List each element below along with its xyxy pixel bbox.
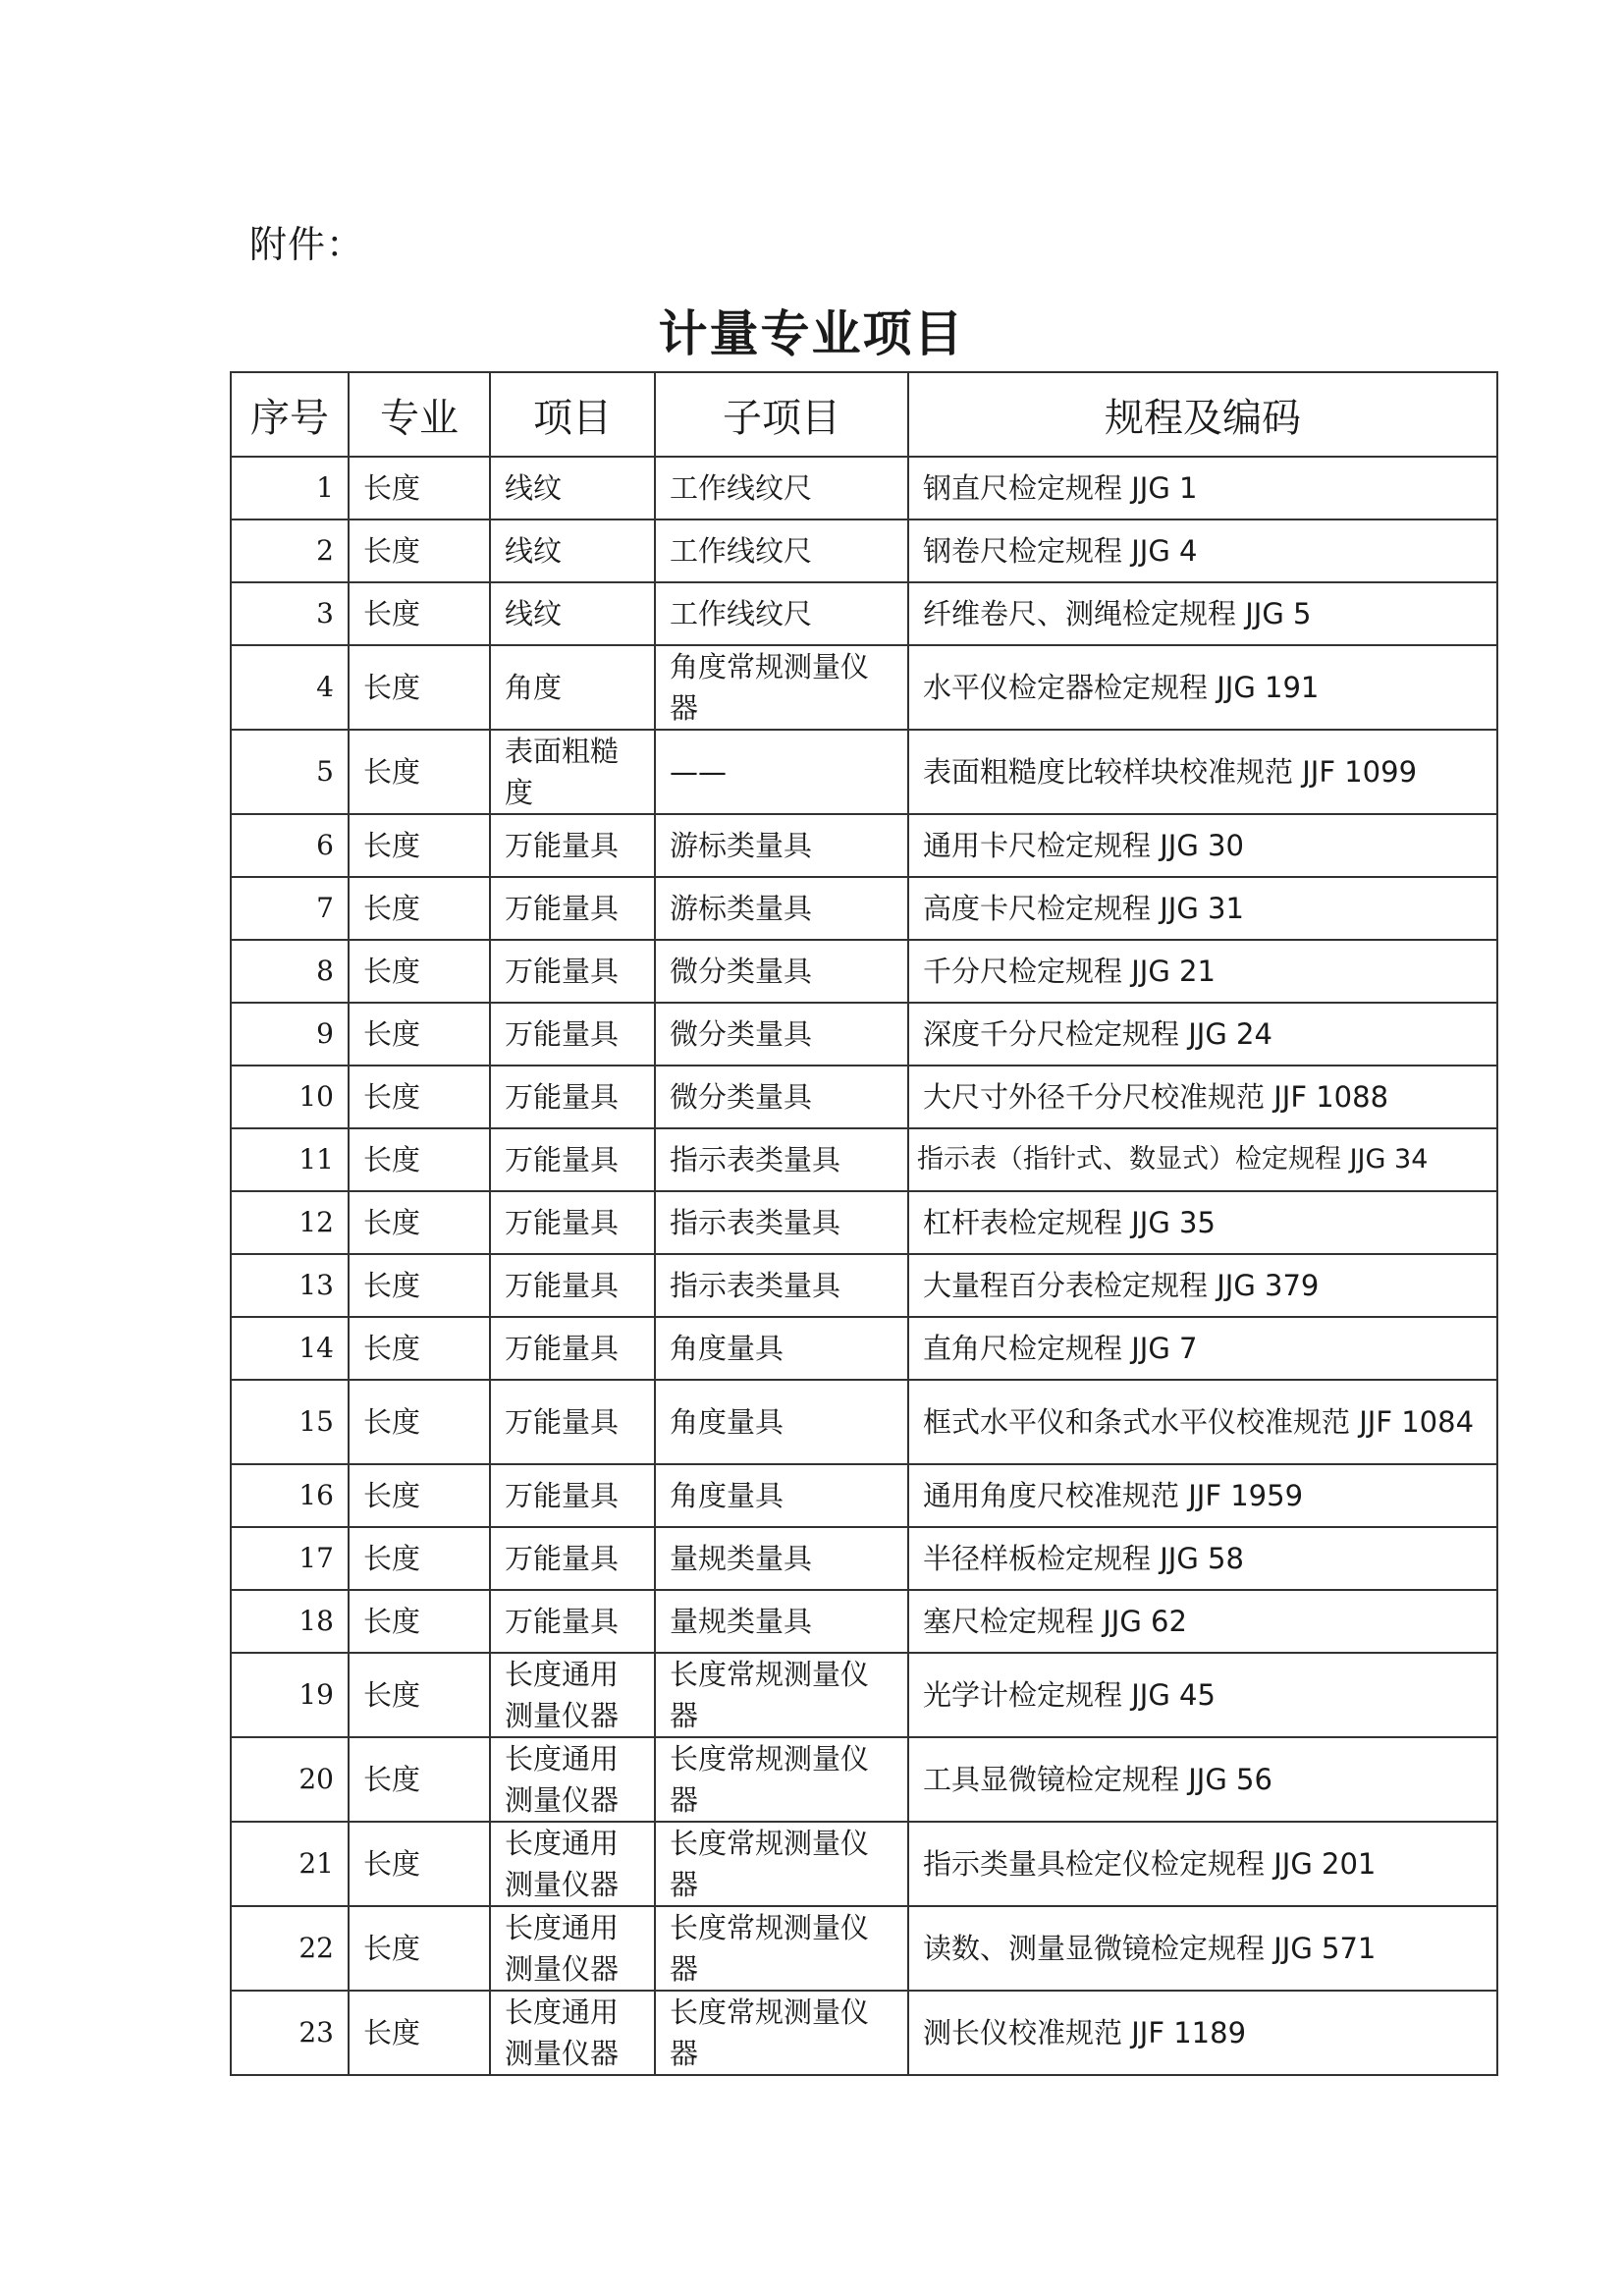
table-row bbox=[231, 645, 1497, 730]
cell-major: 长度 bbox=[349, 1380, 490, 1464]
cell-spec: 深度千分尺检定规程 JJG 24 bbox=[908, 1003, 1497, 1066]
cell-spec: 大量程百分表检定规程 JJG 379 bbox=[908, 1254, 1497, 1317]
cell-subitem: 微分类量具 bbox=[655, 1066, 908, 1128]
cell-spec: 钢卷尺检定规程 JJG 4 bbox=[908, 519, 1497, 582]
cell-subitem: 微分类量具 bbox=[655, 940, 908, 1003]
cell-item: 万能量具 bbox=[490, 1003, 655, 1066]
cell-subitem: 工作线纹尺 bbox=[655, 519, 908, 582]
cell-subitem: 指示表类量具 bbox=[655, 1191, 908, 1254]
cell-major: 长度 bbox=[349, 1822, 490, 1906]
cell-spec: 高度卡尺检定规程 JJG 31 bbox=[908, 877, 1497, 940]
cell-subitem: 工作线纹尺 bbox=[655, 582, 908, 645]
cell-item: 万能量具 bbox=[490, 1128, 655, 1191]
cell-item: 线纹 bbox=[490, 582, 655, 645]
header-spec: 规程及编码 bbox=[908, 372, 1497, 457]
cell-seq: 19 bbox=[231, 1653, 349, 1737]
cell-spec: 半径样板检定规程 JJG 58 bbox=[908, 1527, 1497, 1590]
cell-major: 长度 bbox=[349, 1653, 490, 1737]
cell-spec: 光学计检定规程 JJG 45 bbox=[908, 1653, 1497, 1737]
cell-spec: 纤维卷尺、测绳检定规程 JJG 5 bbox=[908, 582, 1497, 645]
cell-item: 万能量具 bbox=[490, 940, 655, 1003]
cell-subitem: 角度量具 bbox=[655, 1464, 908, 1527]
cell-major: 长度 bbox=[349, 814, 490, 877]
cell-subitem: 角度量具 bbox=[655, 1317, 908, 1380]
header-major: 专业 bbox=[349, 372, 490, 457]
cell-subitem: 量规类量具 bbox=[655, 1527, 908, 1590]
cell-spec: 塞尺检定规程 JJG 62 bbox=[908, 1590, 1497, 1653]
cell-seq: 1 bbox=[231, 457, 349, 519]
cell-spec: 杠杆表检定规程 JJG 35 bbox=[908, 1191, 1497, 1254]
cell-item: 长度通用测量仪器 bbox=[490, 1737, 655, 1822]
cell-seq: 6 bbox=[231, 814, 349, 877]
cell-subitem: 长度常规测量仪器 bbox=[655, 1737, 908, 1822]
cell-item: 线纹 bbox=[490, 457, 655, 519]
cell-item: 万能量具 bbox=[490, 1066, 655, 1128]
cell-item: 万能量具 bbox=[490, 1380, 655, 1464]
cell-item: 长度通用测量仪器 bbox=[490, 1822, 655, 1906]
cell-major: 长度 bbox=[349, 457, 490, 519]
cell-item: 万能量具 bbox=[490, 1254, 655, 1317]
cell-seq: 17 bbox=[231, 1527, 349, 1590]
cell-subitem: 长度常规测量仪器 bbox=[655, 1906, 908, 1991]
cell-major: 长度 bbox=[349, 1906, 490, 1991]
table-row bbox=[231, 1464, 1497, 1527]
cell-spec: 读数、测量显微镜检定规程 JJG 571 bbox=[908, 1906, 1497, 1991]
table-row bbox=[231, 1737, 1497, 1822]
cell-spec: 大尺寸外径千分尺校准规范 JJF 1088 bbox=[908, 1066, 1497, 1128]
cell-major: 长度 bbox=[349, 730, 490, 814]
table-row bbox=[231, 1653, 1497, 1737]
cell-item: 角度 bbox=[490, 645, 655, 730]
cell-spec: 框式水平仪和条式水平仪校准规范 JJF 1084 bbox=[908, 1380, 1497, 1464]
table-row bbox=[231, 1066, 1497, 1128]
cell-spec: 工具显微镜检定规程 JJG 56 bbox=[908, 1737, 1497, 1822]
cell-item: 万能量具 bbox=[490, 1191, 655, 1254]
cell-major: 长度 bbox=[349, 1128, 490, 1191]
page-title: 计量专业项目 bbox=[658, 305, 965, 362]
cell-seq: 9 bbox=[231, 1003, 349, 1066]
table-row bbox=[231, 1527, 1497, 1590]
cell-spec: 通用角度尺校准规范 JJF 1959 bbox=[908, 1464, 1497, 1527]
table-row bbox=[231, 1191, 1497, 1254]
cell-seq: 21 bbox=[231, 1822, 349, 1906]
table-row bbox=[231, 1317, 1497, 1380]
cell-seq: 22 bbox=[231, 1906, 349, 1991]
header-subitem: 子项目 bbox=[655, 372, 908, 457]
cell-major: 长度 bbox=[349, 1191, 490, 1254]
cell-major: 长度 bbox=[349, 940, 490, 1003]
cell-major: 长度 bbox=[349, 1317, 490, 1380]
cell-major: 长度 bbox=[349, 1066, 490, 1128]
cell-subitem: 指示表类量具 bbox=[655, 1128, 908, 1191]
cell-subitem: 游标类量具 bbox=[655, 814, 908, 877]
table-row bbox=[231, 1380, 1497, 1464]
cell-item: 万能量具 bbox=[490, 814, 655, 877]
cell-seq: 2 bbox=[231, 519, 349, 582]
cell-item: 万能量具 bbox=[490, 1317, 655, 1380]
cell-subitem: 微分类量具 bbox=[655, 1003, 908, 1066]
cell-subitem: 工作线纹尺 bbox=[655, 457, 908, 519]
cell-item: 长度通用测量仪器 bbox=[490, 1991, 655, 2075]
cell-seq: 5 bbox=[231, 730, 349, 814]
cell-seq: 12 bbox=[231, 1191, 349, 1254]
cell-item: 万能量具 bbox=[490, 1464, 655, 1527]
table-row bbox=[231, 1128, 1497, 1191]
cell-subitem: 长度常规测量仪器 bbox=[655, 1991, 908, 2075]
cell-item: 万能量具 bbox=[490, 877, 655, 940]
table-header-row bbox=[231, 372, 1497, 457]
table-row bbox=[231, 814, 1497, 877]
cell-spec: 千分尺检定规程 JJG 21 bbox=[908, 940, 1497, 1003]
cell-item: 线纹 bbox=[490, 519, 655, 582]
attachment-label: 附件： bbox=[249, 223, 365, 266]
cell-seq: 23 bbox=[231, 1991, 349, 2075]
table-row bbox=[231, 457, 1497, 519]
cell-subitem: —— bbox=[655, 730, 908, 814]
table-row bbox=[231, 1254, 1497, 1317]
cell-seq: 13 bbox=[231, 1254, 349, 1317]
cell-seq: 8 bbox=[231, 940, 349, 1003]
cell-seq: 18 bbox=[231, 1590, 349, 1653]
cell-subitem: 长度常规测量仪器 bbox=[655, 1653, 908, 1737]
cell-item: 表面粗糙度 bbox=[490, 730, 655, 814]
table-row bbox=[231, 730, 1497, 814]
cell-subitem: 指示表类量具 bbox=[655, 1254, 908, 1317]
cell-major: 长度 bbox=[349, 645, 490, 730]
cell-item: 万能量具 bbox=[490, 1590, 655, 1653]
cell-spec: 水平仪检定器检定规程 JJG 191 bbox=[908, 645, 1497, 730]
cell-subitem: 量规类量具 bbox=[655, 1590, 908, 1653]
cell-seq: 4 bbox=[231, 645, 349, 730]
table-row bbox=[231, 940, 1497, 1003]
cell-seq: 11 bbox=[231, 1128, 349, 1191]
table-row bbox=[231, 1590, 1497, 1653]
cell-item: 万能量具 bbox=[490, 1527, 655, 1590]
cell-major: 长度 bbox=[349, 1527, 490, 1590]
table-row bbox=[231, 877, 1497, 940]
cell-seq: 16 bbox=[231, 1464, 349, 1527]
cell-seq: 20 bbox=[231, 1737, 349, 1822]
table-row bbox=[231, 519, 1497, 582]
cell-spec: 钢直尺检定规程 JJG 1 bbox=[908, 457, 1497, 519]
table-row bbox=[231, 1991, 1497, 2075]
cell-seq: 7 bbox=[231, 877, 349, 940]
cell-subitem: 角度常规测量仪器 bbox=[655, 645, 908, 730]
cell-spec: 测长仪校准规范 JJF 1189 bbox=[908, 1991, 1497, 2075]
table-row bbox=[231, 1822, 1497, 1906]
cell-major: 长度 bbox=[349, 582, 490, 645]
cell-spec: 指示类量具检定仪检定规程 JJG 201 bbox=[908, 1822, 1497, 1906]
cell-major: 长度 bbox=[349, 1464, 490, 1527]
cell-major: 长度 bbox=[349, 519, 490, 582]
cell-spec: 通用卡尺检定规程 JJG 30 bbox=[908, 814, 1497, 877]
table-row bbox=[231, 582, 1497, 645]
table-row bbox=[231, 1003, 1497, 1066]
cell-item: 长度通用测量仪器 bbox=[490, 1653, 655, 1737]
cell-major: 长度 bbox=[349, 1737, 490, 1822]
cell-spec: 直角尺检定规程 JJG 7 bbox=[908, 1317, 1497, 1380]
cell-major: 长度 bbox=[349, 1991, 490, 2075]
cell-seq: 10 bbox=[231, 1066, 349, 1128]
cell-subitem: 游标类量具 bbox=[655, 877, 908, 940]
cell-item: 长度通用测量仪器 bbox=[490, 1906, 655, 1991]
cell-seq: 14 bbox=[231, 1317, 349, 1380]
table-row bbox=[231, 1906, 1497, 1991]
header-seq: 序号 bbox=[231, 372, 349, 457]
cell-spec: 指示表（指针式、数显式）检定规程 JJG 34 bbox=[908, 1128, 1497, 1191]
cell-major: 长度 bbox=[349, 1590, 490, 1653]
cell-major: 长度 bbox=[349, 1254, 490, 1317]
header-item: 项目 bbox=[490, 372, 655, 457]
cell-seq: 3 bbox=[231, 582, 349, 645]
cell-major: 长度 bbox=[349, 1003, 490, 1066]
cell-major: 长度 bbox=[349, 877, 490, 940]
cell-spec: 表面粗糙度比较样块校准规范 JJF 1099 bbox=[908, 730, 1497, 814]
project-table bbox=[230, 371, 1498, 2076]
cell-seq: 15 bbox=[231, 1380, 349, 1464]
cell-subitem: 角度量具 bbox=[655, 1380, 908, 1464]
cell-subitem: 长度常规测量仪器 bbox=[655, 1822, 908, 1906]
